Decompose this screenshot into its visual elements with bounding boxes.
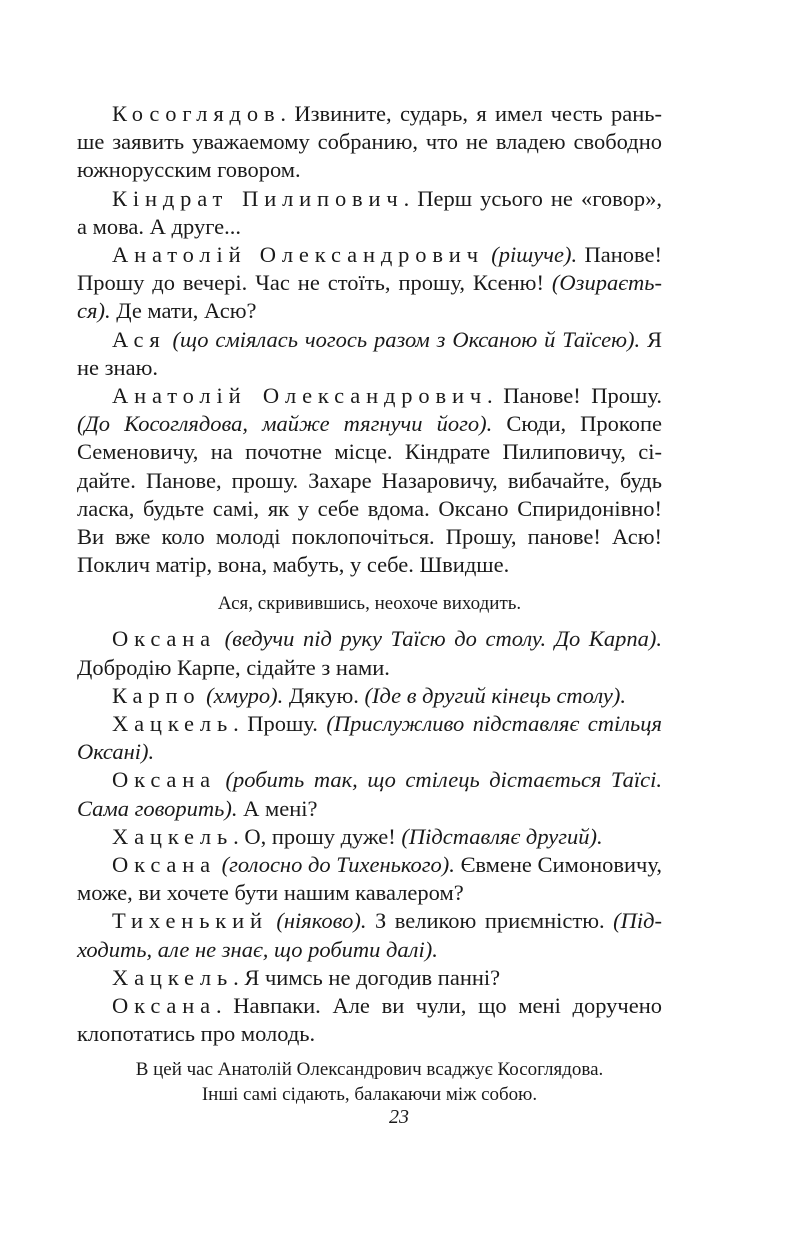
dialogue-kindrat [77, 185, 662, 241]
dialogue-oksana-2 [77, 766, 662, 822]
dialogue-asia [77, 326, 662, 382]
stage-note: Ася, скривившись, неохоче виходить. [217, 593, 522, 615]
speech: Панове! Прошу до вечері. Час не стоїть, прошу, Ксеню! [77, 242, 662, 296]
stage-note-final [77, 1057, 662, 1107]
speech: Я не знаю. [77, 326, 662, 380]
speech: Сюди, Прокопе Семеновичу, на почотне місце. Кіндрате Пилиповичу, сідайте. Панове, прошу. Захаре Назаровичу, вибачайте, будь ласка, будьте самі, як у себе вдома. Оксано Спиридонівно! Ви вже коло молоді поклопочіться. Прошу, панове! Асю! Поклич матір, вона, мабуть, у себе. Швидше. [77, 411, 662, 578]
stage-direction: (рішуче). [483, 242, 578, 268]
speech: . Прошу. [233, 711, 327, 737]
dialogue-anatolii-2 [77, 382, 662, 579]
stage-direction: (що сміялась чогось разом з Оксаною й Таїсею). [165, 326, 641, 352]
speaker-name: Оксана [112, 767, 216, 793]
speech: . О, прошу дуже! [233, 823, 402, 849]
dialogue-oksana-4 [77, 992, 662, 1048]
stage-line: Інші самі сідають, балакаючи між собою. [201, 1083, 538, 1105]
stage-direction: (Прислужливо підставляє стільця Оксані). [77, 711, 662, 765]
play-page [77, 100, 662, 1107]
speaker-name: Хацкель [112, 711, 234, 737]
speaker-name: Оксана [112, 626, 216, 652]
speaker-name: Хацкель [112, 964, 234, 990]
stage-direction: (Іде в другий кінець столу). [364, 682, 626, 708]
stage-direction: (До Косоглядова, майже тягнучи його). [77, 411, 493, 437]
stage-direction: (голосно до Тихенького). [216, 852, 455, 878]
speaker-name: Оксана [112, 852, 216, 878]
speech: Дякую. [283, 682, 365, 708]
dialogue-khatskel-1 [77, 710, 662, 766]
dialogue-karpo [77, 682, 662, 710]
speech: . Перш усього не «говор», а мова. А друге... [77, 185, 662, 239]
speech: А мені? [237, 795, 318, 821]
speaker-name: Анатолій Олександрович [112, 383, 488, 409]
speaker-name: Карпо [112, 682, 201, 708]
stage-direction: (хмуро). [200, 682, 284, 708]
speech: Добродію Карпе, сідайте з нами. [77, 654, 390, 680]
speaker-name: Кіндрат Пилипович [112, 185, 404, 211]
dialogue-khatskel-3 [77, 964, 662, 992]
speaker-name: Оксана [112, 993, 216, 1019]
stage-direction: (Підставляє другий). [401, 823, 603, 849]
dialogue-anatolii-1 [77, 241, 662, 326]
speaker-name: Хацкель [112, 823, 234, 849]
dialogue-oksana-1 [77, 625, 662, 681]
stage-line: В цей час Анатолій Олександрович всаджує Косоглядова. [135, 1058, 604, 1080]
speaker-name: Тихенький [112, 908, 268, 934]
speaker-name: Анатолій Олександрович [112, 242, 484, 268]
speaker-name: Косоглядов [112, 101, 281, 126]
stage-direction: (Озирається). [77, 270, 662, 324]
stage-direction: (робить так, що стілець дістається Таїсі. Сама говорить). [77, 767, 662, 821]
speech: Євмене Симоновичу, може, ви хочете бути нашим кавалером? [77, 852, 662, 906]
speech: . Панове! Прошу. [487, 383, 662, 409]
stage-direction: (ніяково). [267, 908, 367, 934]
speech: . Навпаки. Але ви чули, що мені доручено клопотатись про молодь. [77, 993, 662, 1047]
speaker-name: Ася [112, 326, 166, 352]
dialogue-oksana-3 [77, 851, 662, 907]
page-number: 23 [389, 1106, 409, 1128]
dialogue-kosogliadov [77, 100, 662, 185]
speech: . Извините, сударь, я имел честь раньше заявить уважаемому собранию, что не владею свободно южнорусским говором. [77, 101, 662, 183]
dialogue-khatskel-2 [77, 823, 662, 851]
dialogue-tykhenkyi [77, 907, 662, 963]
stage-direction: (Підходить, але не знає, що робити далі). [77, 908, 663, 962]
speech: З великою приємністю. [366, 908, 614, 934]
speech: . Я чимсь не догодив панні? [233, 964, 501, 990]
speech: Де мати, Асю? [110, 298, 257, 324]
stage-direction: (ведучи під руку Таїсю до столу. До Карпа). [216, 626, 662, 652]
